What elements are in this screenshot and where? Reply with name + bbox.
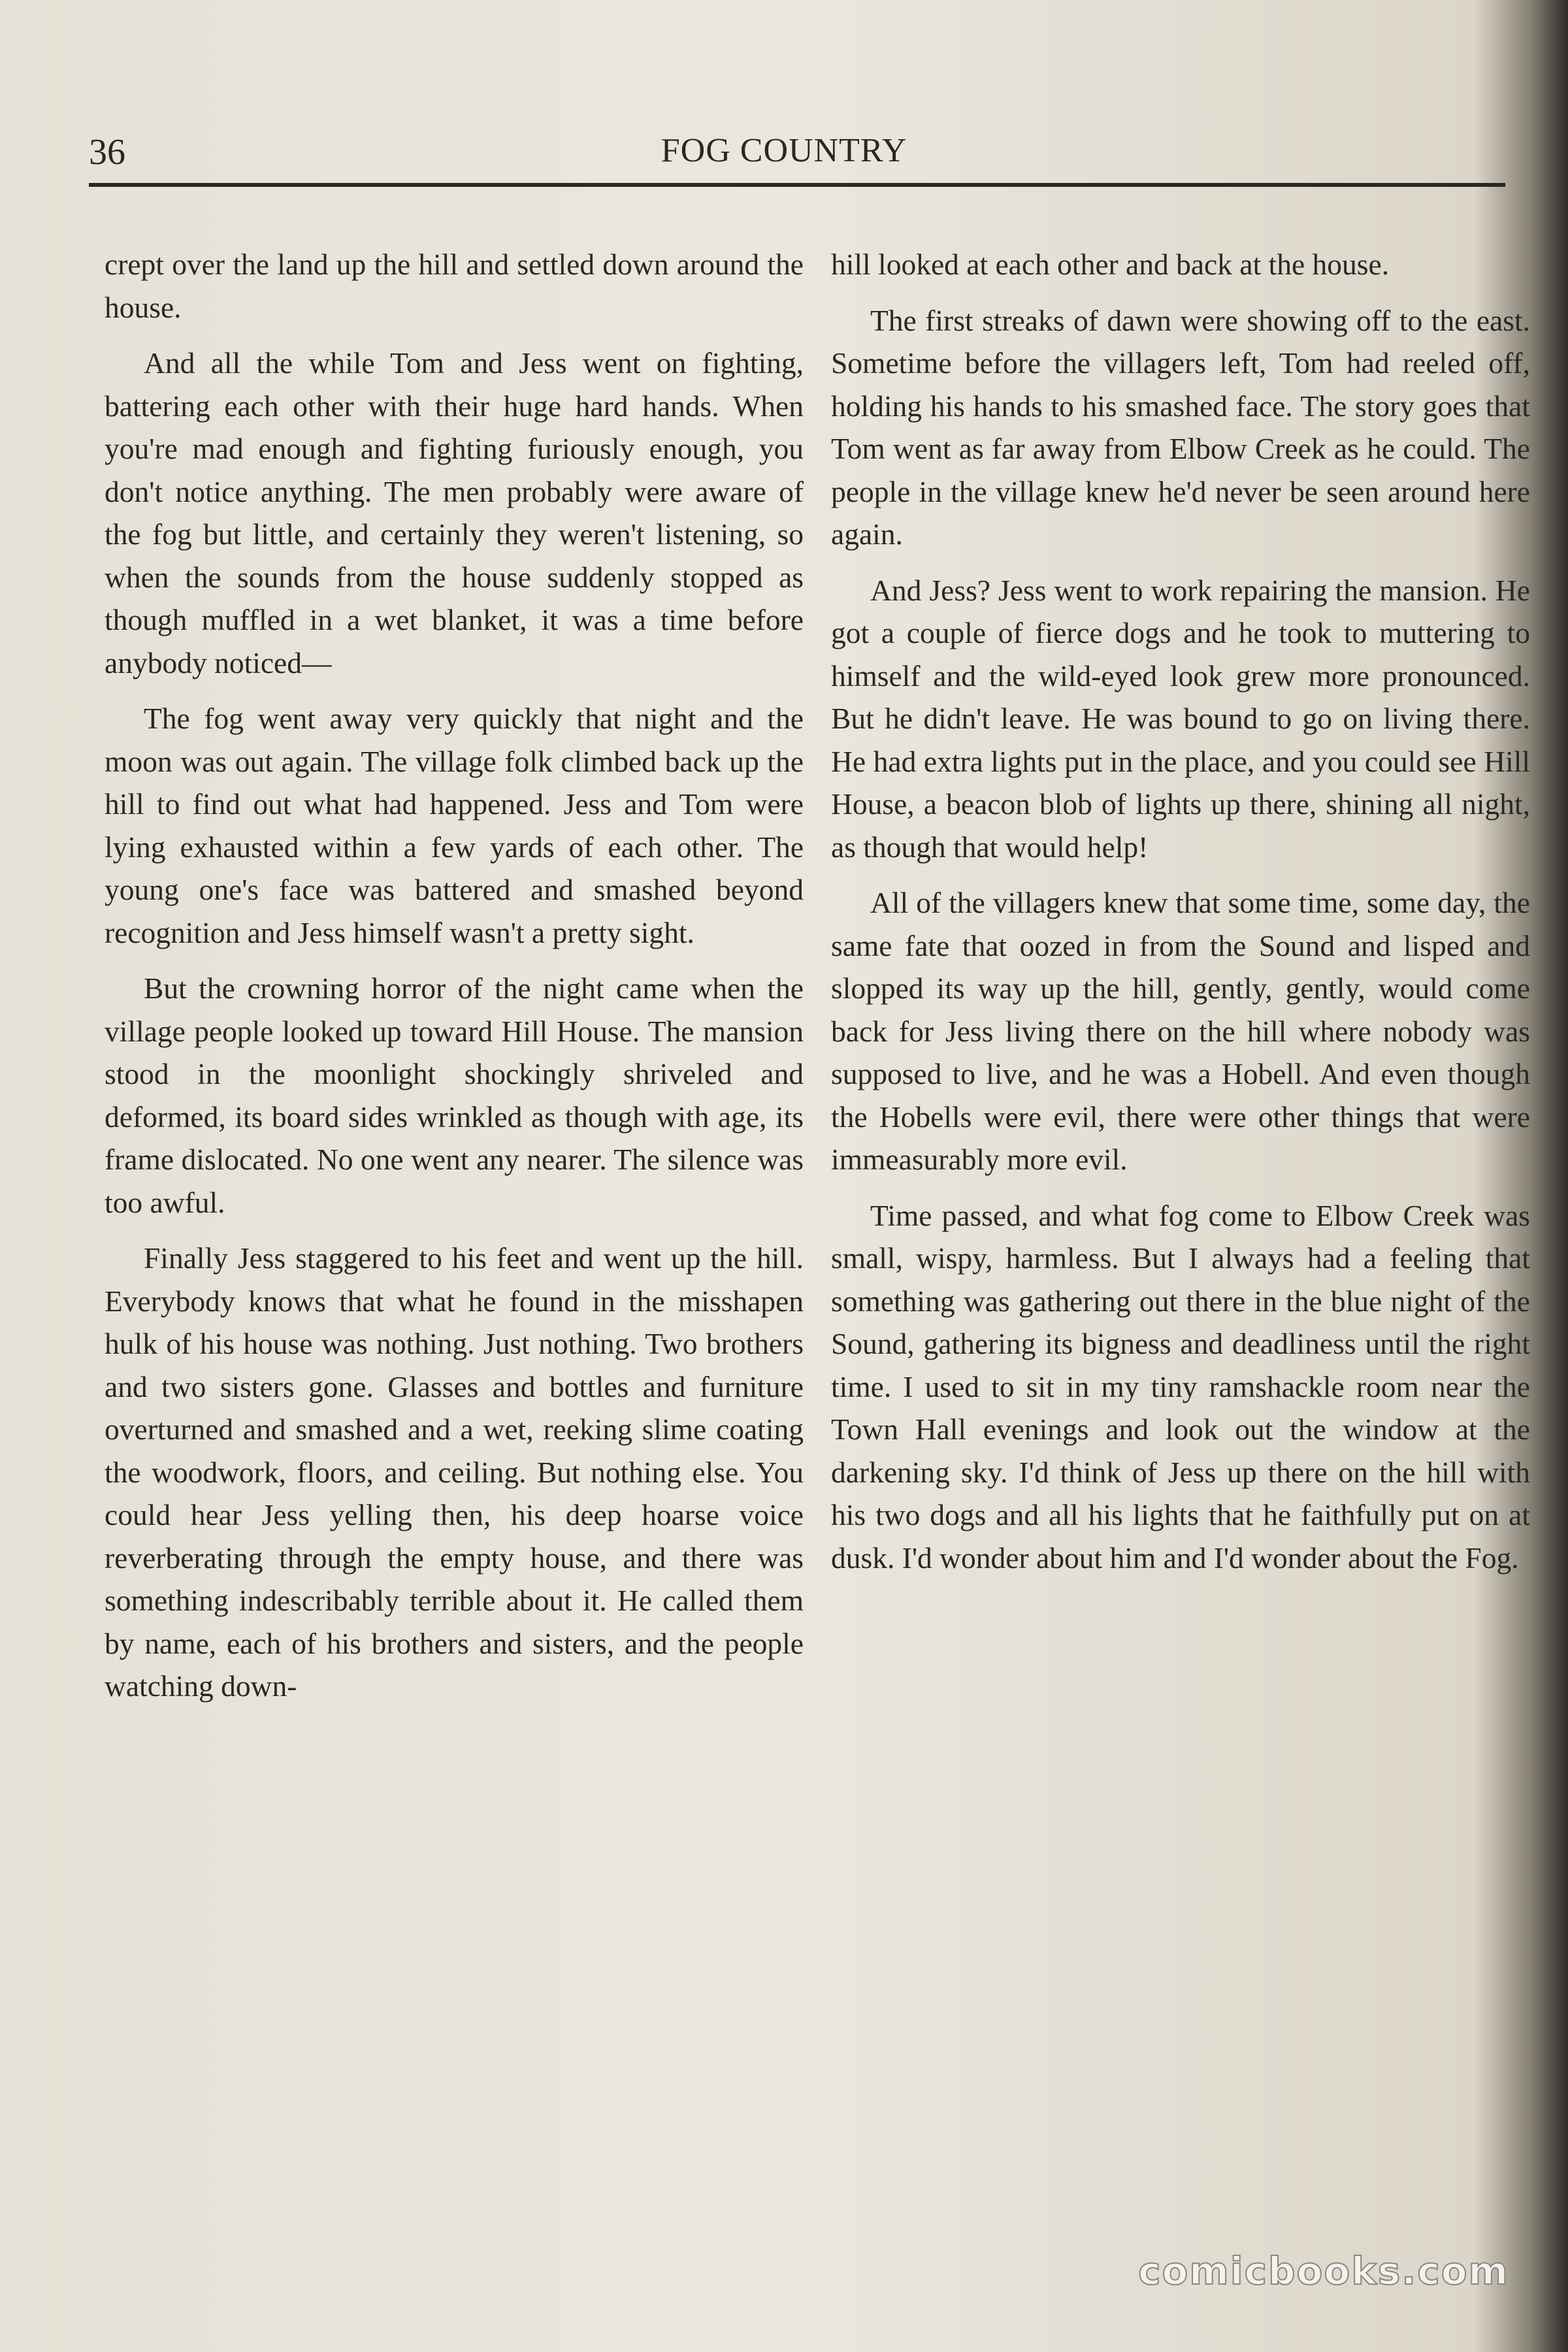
paragraph: All of the villagers knew that some time, some day, the same fate that oozed in from the Sound and lisped and slopped its way up the hill, gently, gently, would come back for Jess living there on the hill where nobody was supposed to live, and he was a Hobell. And even though the Hobells were evil, there were other things that were immeasurably more evil. xyxy=(831,886,1530,1176)
paragraph: The fog went away very quickly that night and the moon was out again. The village folk climbed back up the hill to find out what had happened. Jess and Tom were lying exhausted within a few yards of each other. The young one's face was battered and smashed beyond recognition and Jess himself wasn't a pretty sight. xyxy=(105,702,804,949)
paragraph: And Jess? Jess went to work repairing the mansion. He got a couple of fierce dogs and he took to muttering to himself and the wild-eyed look grew more pronounced. But he didn't leave. He was bound to go on living there. He had extra lights put in the place, and you could see Hill House, a beacon blob of lights up there, shining all night, as though that would help! xyxy=(831,573,1530,864)
paragraph: Time passed, and what fog come to Elbow Creek was small, wispy, harmless. But I always had a feeling that something was gathering out there in the blue night of the Sound, gathering its bigness and deadliness until the right time. I used to sit in my tiny ramshackle room near the Town Hall evenings and look out the window at the darkening sky. I'd think of Jess up there on the hill with his two dogs and all his lights that he faithfully put on at dusk. I'd wonder about him and I'd wonder about the Fog. xyxy=(831,1198,1530,1575)
page-number: 36 xyxy=(89,132,125,172)
paragraph: Finally Jess staggered to his feet and went up the hill. Everybody knows that what he found in the misshapen hulk of his house was nothing. Just nothing. Two brothers and two sisters gone. Glasses and bottles and furniture overturned and smashed and a wet, reeking slime coating the woodwork, floors, and ceiling. But nothing else. You could hear Jess yelling then, his deep hoarse voice reverberating through the empty house, and there was something indescribably terrible about it. He called them by name, each of his brothers and sisters, and the people watching down- xyxy=(105,1241,804,1703)
running-title: FOG COUNTRY xyxy=(661,132,907,169)
paragraph: And all the while Tom and Jess went on fighting, battering each other with their huge hard hands. When you're mad enough and fighting furiously enough, you don't notice anything. The men probably were aware of the fog but little, and certainly they weren't listening, so when the sounds from the house suddenly stopped as though muffled in a wet blanket, it was a time before anybody noticed— xyxy=(105,346,804,679)
paragraph: hill looked at each other and back at the house. xyxy=(831,248,1390,281)
paragraph: crept over the land up the hill and settled down around the house. xyxy=(105,248,804,324)
paragraph: But the crowning horror of the night came when the village people looked up toward Hill House. The mansion stood in the moonlight shockingly shriveled and deformed, its board sides wrinkled as though with age, its frame dislocated. No one went any nearer. The silence was too awful. xyxy=(105,972,804,1219)
header-rule xyxy=(89,183,1505,187)
right-column xyxy=(831,243,1530,1592)
paragraph: The first streaks of dawn were showing off to the east. Sometime before the villagers left, Tom had reeled off, holding his hands to his smashed face. The story goes that Tom went as far away from Elbow Creek as he could. The people in the village knew he'd never be seen around here again. xyxy=(831,303,1530,551)
left-column xyxy=(105,243,804,1721)
source-watermark: comicbooks.com xyxy=(1138,2249,1509,2293)
